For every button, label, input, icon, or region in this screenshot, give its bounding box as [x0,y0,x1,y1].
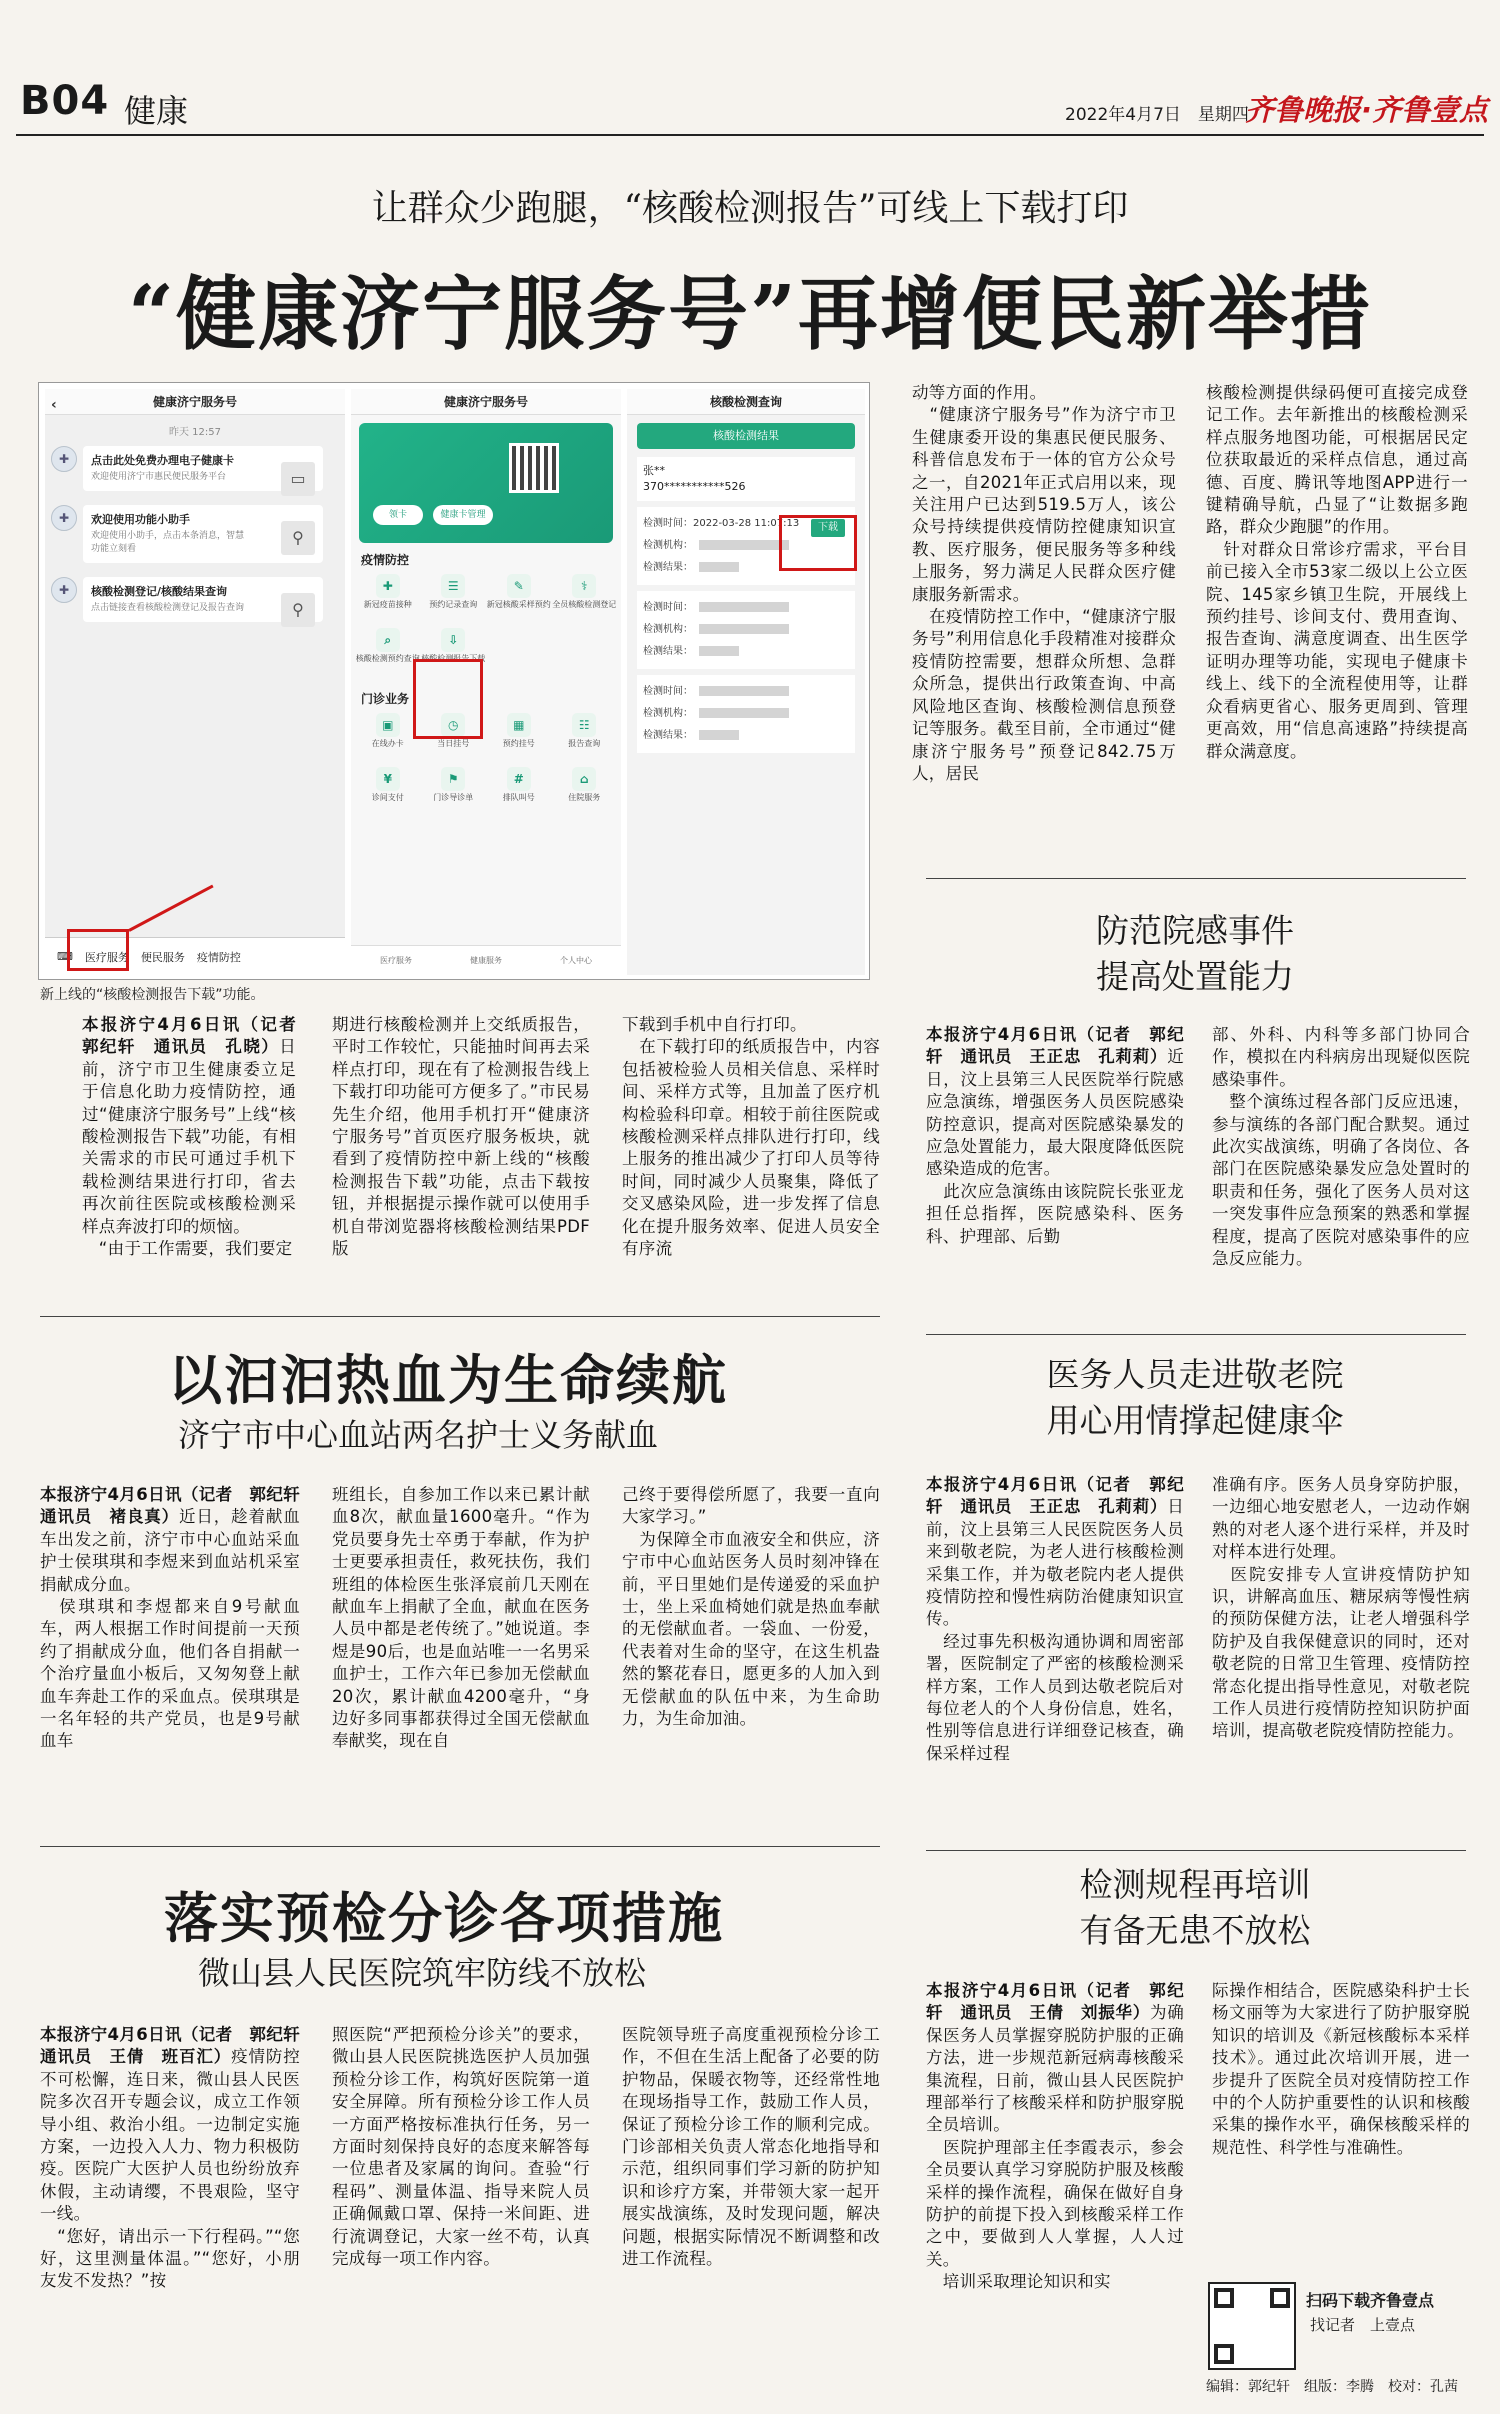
back-icon: ‹ [51,397,57,413]
article-column: 本报济宁4月6日讯（记者 郭纪轩 通讯员 王正忠 孔莉莉）近日，汶上县第三人民医院举行院感应急演练，增强医务人员医院感染防控意识，提高对医院感染暴发的应急处置能力，最大限度降低医院感染造成的危害。 此次应急演练由该院院长张亚龙担任总指挥，医院感染科、医务科、护理部、后勤 [926,1025,1184,1246]
article-column: 部、外科、内科等多部门协同合作，模拟在内科病房出现疑似医院感染事件。 整个演练过程各部门反应迅速，参与演练的各部门配合默契。通过此次实战演练，明确了各岗位、各部门在医院感染暴发应急处置时的职责和任务，强化了医务人员对这一突发事件应急预案的熟悉和掌握程度，提高了医院对感染事件的应急反应能力。 [1212,1025,1470,1269]
article-column: 准确有序。医务人员身穿防护服，一边细心地安慰老人，一边动作娴熟的对老人逐个进行采样，并及时对样本进行处理。 医院安排专人宣讲疫情防护知识，讲解高血压、糖尿病等慢性病的预防保健方法，让老人增强科学防护及自我保健意识的同时，还对敬老院的日常卫生管理、疫情防控常态化提出指导性意见，对敬老院工作人员进行疫情防控知识防护面培训，提高敬老院疫情防控能力。 [1212,1475,1470,1741]
article-column: 照医院“严把预检分诊关”的要求，微山县人民医院挑选医护人员加强预检分诊工作，构筑好医院第一道安全屏障。所有预检分诊工作人员一方面严格按标准执行任务，另一方面时刻保持良好的态度来解答每一位患者及家属的询问。查验“行程码”、测量体温、指导来院人员正确佩戴口罩、保持一米间距、进行流调登记，大家一丝不苟，认真完成每一项工作内容。 [332,2025,590,2269]
service-grid [351,574,621,682]
grid-item: ▦ 预约挂号 [486,713,552,759]
divider [40,1846,880,1847]
article-title: 医务人员走进敬老院 用心用情撑起健康伞 [1046,1355,1344,1440]
highlight-box [779,515,857,571]
divider [926,1334,1466,1335]
message-sub: 欢迎使用小助手，点击本条消息，智慧功能立刻看 [91,531,245,554]
result-record: 检测时间：2022-03-28 11:07:13 检测机构： 检测结果： 下载 [637,507,855,585]
chat-message [51,446,339,491]
message-sub: 欢迎使用济宁市惠民便民服务平台 [91,472,227,482]
article-column: 班组长，自参加工作以来已累计献血8次，献血量1600毫升。“作为党员要身先士卒勇于奉献，作为护士更要承担责任，救死扶伤，我们班组的体检医生张泽宸前几天刚在献血车上捐献了全血，献血在医务人员中都是老传统了。”她说道。李煜是90后，也是血站唯一一名男采血护士，工作六年已参加无偿献血20次，累计献血4200毫升，“身边好多同事都获得过全国无偿献血奉献奖，现在自 [332,1485,590,1751]
article-title: 防范院感事件 提高处置能力 [1096,911,1294,996]
qr-code-icon [1208,2282,1296,2370]
article-title: 落实预检分诊各项措施 [164,1886,724,1950]
highlight-box [67,929,129,971]
article-column: 际操作相结合，医院感染科护士长杨文丽等为大家进行了防护服穿脱知识的培训及《新冠核酸标本采样技术》。通过此次培训开展，进一步提升了医院全员对疫情防控工作中的个人防护重要性的认识和核酸采集的操作水平，确保核酸采样的规范性、科学性与准确性。 [1212,1981,1470,2157]
chat-message [51,505,339,563]
article-column: 本报济宁4月6日讯（记者 郭纪轩 通讯员 王正忠 孔莉莉）日前，汶上县第三人民医院医务人员来到敬老院，为老人进行核酸检测采集工作，并为敬老院内老人提供疫情防控和慢性病防治健康知识宣传。 经过事先积极沟通协调和周密部署，医院制定了严密的核酸检测采样方案，工作人员到达敬老院后对每位老人的个人身份信息，姓名，性别等信息进行详细登记核查，确保采样过程 [926,1475,1184,1763]
user-id: 370***********526 [643,480,746,493]
grid-item: ☷ 报告查询 [552,713,618,759]
result-record: 检测时间： 检测机构： 检测结果： [637,591,855,669]
grid-item: ⚕ 全员核酸检测登记 [552,574,618,620]
menu-tab: 医疗服务 [84,950,129,964]
arrow-icon [128,885,213,932]
chat-message [51,577,339,622]
article-column: 动等方面的作用。 “健康济宁服务号”作为济宁市卫生健康委开设的集惠民便民服务、科普信息发布于一体的官方公众号之一，自2021年正式启用以来，现关注用户已达到519.5万人，该公众号持续提供疫情防控健康知识宣教、医疗服务，便民服务等多种线上服务，努力满足人民群众医疗健康服务新需求。 在疫情防控工作中，“健康济宁服务号”利用信息化手段精准对接群众疫情防控需要，想群众所想、急群众所急，提供出行政策查询、中高风险地区查询、核酸检测信息预登记等服务。截至目前，全市通过“健康济宁服务号”预登记842.75万人，居民 [912,383,1176,783]
lead-title: “健康济宁服务号”再增便民新举措 [127,267,1373,361]
user-info [637,457,855,501]
newspaper-logo: 齐鲁晚报·齐鲁壹点 [1245,93,1489,127]
qr-title: 扫码下载齐鲁壹点 [1306,2291,1435,2310]
grid-item: ☰ 预约记录查询 [421,574,487,620]
photo-caption: 新上线的“核酸检测报告下载”功能。 [40,987,265,1003]
user-name: 张** [643,464,665,477]
avatar: ✚ [51,577,77,603]
divider [926,878,1466,879]
grid-item: ⌂ 住院服务 [552,767,618,813]
phone-result-panel [627,389,865,975]
article-column: 本报济宁4月6日讯（记者 郭纪轩 通讯员 王倩 刘振华）为确保医务人员掌握穿脱防护服的正确方法，进一步规范新冠病毒核酸采集流程，日前，微山县人民医院护理部举行了核酸采样和防护服穿脱全员培训。 医院护理部主任李霞表示，参会全员要认真学习穿脱防护服及核酸采样的操作流程，确保在做好自身防护的前提下投入到核酸采样工作之中，要做到人人掌握，人人过关。 培训采取理论知识和实 [926,1981,1184,2292]
download-button: 下载 [811,519,845,537]
article-title: 以汩汩热血为生命续航 [168,1348,728,1412]
result-button: 核酸检测结果 [637,423,855,449]
article-column: 下载到手机中自行打印。 在下载打印的纸质报告中，内容包括被检验人员相关信息、采样时间、采样方式等，且加盖了医疗机构检验科印章。相较于前往医院或核酸检测采样点排队进行打印，线上服务的推出减少了打印人员等待时间，同时减少人员聚集，降低了交叉感染风险，进一步发挥了信息化在提升服务效率、促进人员安全有序流 [622,1015,880,1259]
article-column: 本报济宁4月6日讯（记者 郭纪轩 通讯员 王倩 班百汇）疫情防控不可松懈，连日来，微山县人民医院多次召开专题会议，成立工作领导小组、救治小组。一边制定实施方案，一边投入人力、物力积极防疫。医院广大医护人员也纷纷放弃休假，主动请缨，不畏艰险，坚守一线。 “您好，请出示一下行程码。”“您好，这里测量体温。”“您好，小朋友发不发热？”按 [40,2025,317,2291]
phone-service-panel [351,389,621,975]
qr-subtitle: 找记者 上壹点 [1310,2316,1416,2334]
chat-time: 昨天 12:57 [169,427,221,438]
highlight-box [413,659,483,739]
divider [926,1850,1466,1851]
grid-item: ◷ 当日挂号 [421,713,487,759]
message-title: 核酸检测登记/核酸结果查询 [91,585,228,598]
banner-button: 领卡 [373,505,423,525]
grid-item: ¥ 诊间支付 [355,767,421,813]
grid-item: ▣ 在线办卡 [355,713,421,759]
grid-item: ⚑ 门诊导诊单 [421,767,487,813]
chat-title: 健康济宁服务号 [152,395,237,409]
phone-chat-panel [45,389,345,975]
message-title: 欢迎使用功能小助手 [91,513,190,526]
menu-tab: 便民服务 [140,950,185,964]
link-icon: ⚲ [281,593,315,627]
service-grid [351,713,621,821]
article-column: 期进行核酸检测并上交纸质报告，平时工作较忙，只能抽时间再去采样点打印，现在有了检测报告线上下载打印功能可方便多了。”市民易先生介绍，他用手机打开“健康济宁服务号”首页医疗服务板块，就看到了疫情防控中新上线的“核酸检测报告下载”功能，点击下载按钮，并根据提示操作就可以使用手机自带浏览器将核酸检测结果PDF版 [332,1015,590,1259]
card-icon: ▭ [281,462,315,496]
health-card-banner [359,423,613,543]
lead-photo [38,382,870,980]
article-subtitle: 济宁市中心血站两名护士义务献血 [178,1416,659,1454]
avatar: ✚ [51,505,77,531]
service-tab-bar: 医疗服务 健康服务 个人中心 [351,945,621,975]
divider [40,1316,880,1317]
grid-item: ⌕ 核酸检测预约查询 [355,628,421,674]
lead-kicker: 让群众少跑腿，“核酸检测报告”可线上下载打印 [371,188,1129,229]
message-title: 点击此处免费办理电子健康卡 [91,454,234,467]
section-heading: 门诊业务 [361,692,410,706]
article-column: 本报济宁4月6日讯（记者 郭纪轩 通讯员 褚良真）近日，趁着献血车出发之前，济宁市中心血站采血护士侯琪琪和李煜来到血站机采室捐献成分血。 侯琪琪和李煜都来自9号献血车，两人根据工作时间提前一天预约了捐献成分血，他们各自捐献一个治疗量血小板后，又匆匆登上献血车奔赴工作的采血点。侯琪琪是一名年轻的共产党员，也是9号献血车 [40,1485,317,1751]
message-sub: 点击链接查看核酸检测登记及报告查询 [91,603,245,613]
section-name: 健康 [124,92,189,130]
keyboard-icon: ⌨ [57,950,73,963]
menu-tab: 疫情防控 [196,950,241,964]
article-column: 本报济宁4月6日讯（记者 郭纪轩 通讯员 孔晓）日前，济宁市卫生健康委立足于信息化助力疫情防控，通过“健康济宁服务号”上线“核酸检测报告下载”功能，有相关需求的市民可通过手机下载检测结果进行打印，省去再次前往医院或核酸检测采样点奔波打印的烦恼。 “由于工作需要，我们要定 [82,1015,313,1259]
result-record: 检测时间： 检测机构： 检测结果： [637,675,855,753]
article-column: 己终于要得偿所愿了，我要一直向大家学习。” 为保障全市血液安全和供应，济宁市中心血站医务人员时刻冲锋在前，平日里她们是传递爱的采血护士，坐上采血椅她们就是热血奉献的无偿献血者。一袋血、一份爱，代表着对生命的坚守，在这生机盎然的繁花春日，愿更多的人加入到无偿献血的队伍中来，为生命助力，为生命加油。 [622,1485,880,1729]
masthead-rule [16,134,1484,136]
banner-button: 健康卡管理 [433,505,493,525]
service-header: 健康济宁服务号 [351,389,621,415]
page-credits: 编辑：郭纪轩 组版：李腾 校对：孔茜 [1206,2379,1458,2395]
article-title: 检测规程再培训 有备无患不放松 [1079,1865,1311,1950]
page-number: B04 [20,78,110,124]
section-heading: 疫情防控 [361,553,410,567]
grid-item: # 排队叫号 [486,767,552,813]
grid-item: ✚ 新冠疫苗接种 [355,574,421,620]
result-header: 核酸检测查询 [627,389,865,415]
grid-item: ✎ 新冠核酸采样预约 [486,574,552,620]
article-column: 医院领导班子高度重视预检分诊工作，不但在生活上配备了必要的防护物品，保暖衣物等，还经常性地在现场指导工作，鼓励工作人员，保证了预检分诊工作的顺利完成。门诊部相关负责人常态化地指导和示范，组织同事们学习新的防护知识和诊疗方案，并带领大家一起开展实战演练，及时发现问题，解决问题，根据实际情况不断调整和改进工作流程。 [622,2025,880,2269]
article-subtitle: 微山县人民医院筑牢防线不放松 [198,1954,647,1992]
avatar: ✚ [51,446,77,472]
grid-item: ⇩ 核酸检测报告下载 [421,628,487,674]
chat-header [45,389,345,415]
qr-code-icon [509,443,559,493]
article-column: 核酸检测提供绿码便可直接完成登记工作。去年新推出的核酸检测采样点服务地图功能，可根据居民定位获取最近的采样点信息，通过高德、百度、腾讯等地图APP进行一键精确导航，凸显了“让数据多跑路，群众少跑腿”的作用。 针对群众日常诊疗需求，平台目前已接入全市53家二级以上公立医院、145家乡镇卫生院，开展线上预约挂号、诊间支付、费用查询、报告查询、满意度调查、出生医学证明办理等功能，实现电子健康卡线上、线下的全流程使用等，让群众看病更省心、服务更周到、管理更高效，用“信息高速路”持续提高群众满意度。 [1206,383,1468,761]
issue-date: 2022年4月7日 星期四 [1065,105,1249,125]
link-icon: ⚲ [281,521,315,555]
